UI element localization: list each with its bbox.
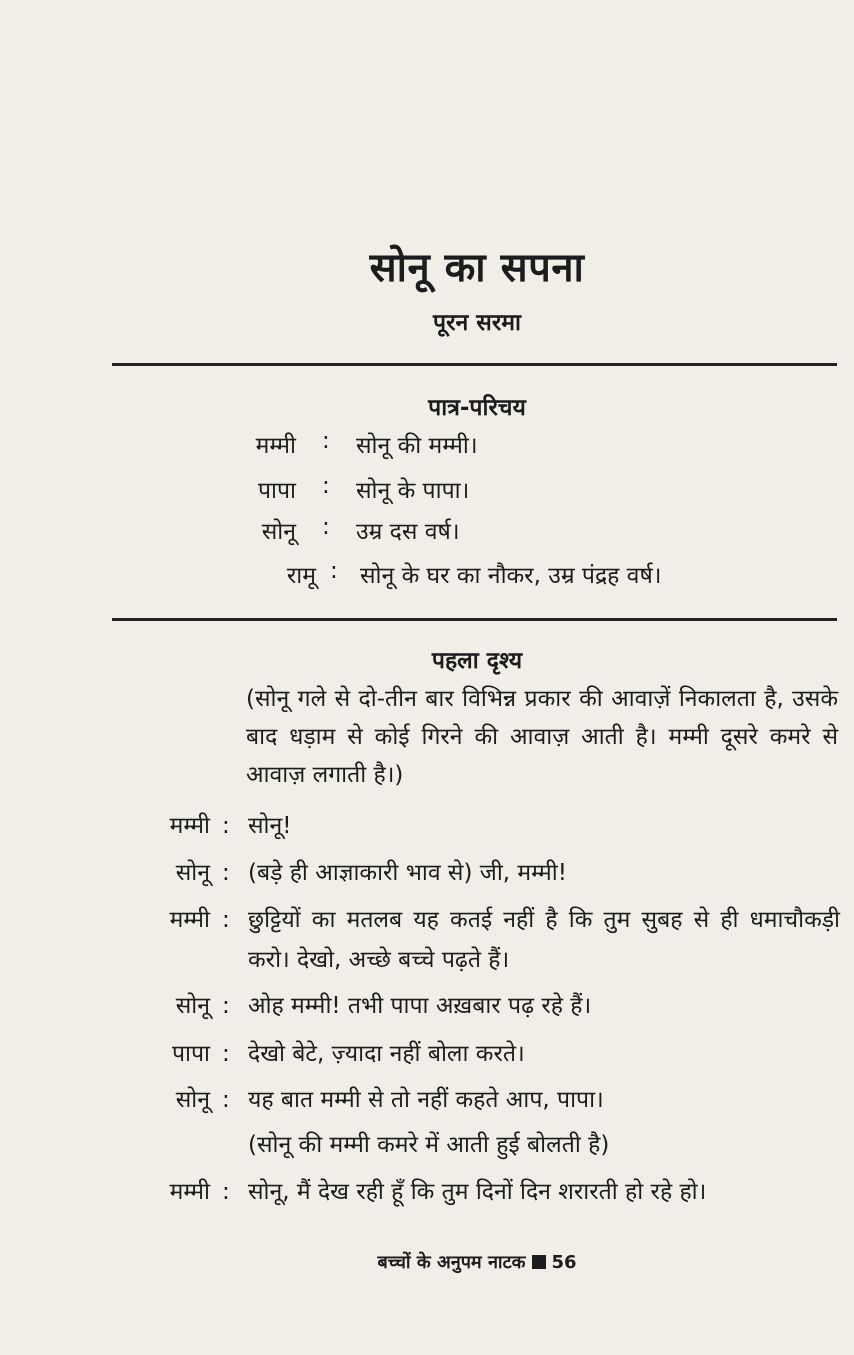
speaker-name: सोनू — [175, 860, 210, 886]
cast-description: सोनू के पापा। — [356, 478, 470, 504]
cast-colon: : — [322, 514, 330, 540]
square-bullet-icon — [532, 1255, 546, 1269]
cast-colon: : — [330, 558, 338, 584]
speaker-colon: : — [222, 1179, 230, 1205]
cast-row — [0, 473, 854, 509]
speaker-name: मम्मी — [169, 1179, 210, 1205]
cast-role: मम्मी — [255, 433, 296, 459]
cast-row — [0, 558, 854, 594]
speaker-colon: : — [222, 993, 230, 1019]
divider-middle — [112, 618, 837, 621]
book-title: बच्चों के अनुपम नाटक — [377, 1252, 526, 1273]
speaker-colon: : — [222, 813, 230, 839]
stage-direction-text: (सोनू की मम्मी कमरे में आती हुई बोलती है) — [248, 1132, 610, 1158]
divider-top — [112, 363, 837, 366]
speaker-name: सोनू — [175, 1087, 210, 1113]
speaker-name: मम्मी — [169, 813, 210, 839]
cast-colon: : — [322, 473, 330, 499]
cast-description: उम्र दस वर्ष। — [356, 519, 460, 545]
dialogue-text: यह बात मम्मी से तो नहीं कहते आप, पापा। — [248, 1087, 604, 1113]
speaker-colon: : — [222, 907, 230, 933]
page-number: 56 — [551, 1252, 577, 1273]
speaker-name: मम्मी — [169, 907, 210, 933]
dialogue-text: (बड़े ही आज्ञाकारी भाव से) जी, मम्मी! — [248, 860, 567, 886]
cast-heading: पात्र-परिचय — [428, 395, 526, 421]
speaker-colon: : — [222, 860, 230, 886]
cast-role: सोनू — [261, 519, 296, 545]
cast-role: पापा — [257, 478, 296, 504]
stage-direction: (सोनू गले से दो-तीन बार विभिन्न प्रकार की आवाज़ें निकालता है, उसके बाद धड़ाम से कोई गिरने की आवाज़ आती है। मम्मी दूसरे कमरे से आवाज़ लगाती है।) — [246, 686, 838, 788]
dialogue-text: छुट्टियों का मतलब यह कतई नहीं है कि तुम सुबह से ही धमाचौकड़ी करो। देखो, अच्छे बच्चे पढ़ते हैं। — [248, 907, 840, 973]
dialogue-text: देखो बेटे, ज़्यादा नहीं बोला करते। — [248, 1041, 525, 1067]
speaker-colon: : — [222, 1041, 230, 1067]
page-footer — [0, 1250, 854, 1274]
dialogue-text: ओह मम्मी! तभी पापा अख़बार पढ़ रहे हैं। — [248, 993, 592, 1019]
speaker-name: सोनू — [175, 993, 210, 1019]
play-title: सोनू का सपना — [369, 245, 585, 291]
cast-description: सोनू के घर का नौकर, उम्र पंद्रह वर्ष। — [360, 563, 662, 589]
cast-colon: : — [322, 428, 330, 454]
cast-row — [0, 428, 854, 464]
dialogue-text: सोनू, मैं देख रही हूँ कि तुम दिनों दिन शरारती हो रहे हो। — [248, 1179, 707, 1205]
cast-description: सोनू की मम्मी। — [356, 433, 478, 459]
dialogue-text: सोनू! — [248, 813, 292, 839]
cast-role: रामू — [286, 563, 316, 589]
speaker-colon: : — [222, 1087, 230, 1113]
speaker-name: पापा — [171, 1041, 210, 1067]
scene-heading: पहला दृश्य — [431, 648, 523, 674]
cast-row — [0, 514, 854, 550]
author-name: पूरन सरमा — [433, 310, 521, 336]
